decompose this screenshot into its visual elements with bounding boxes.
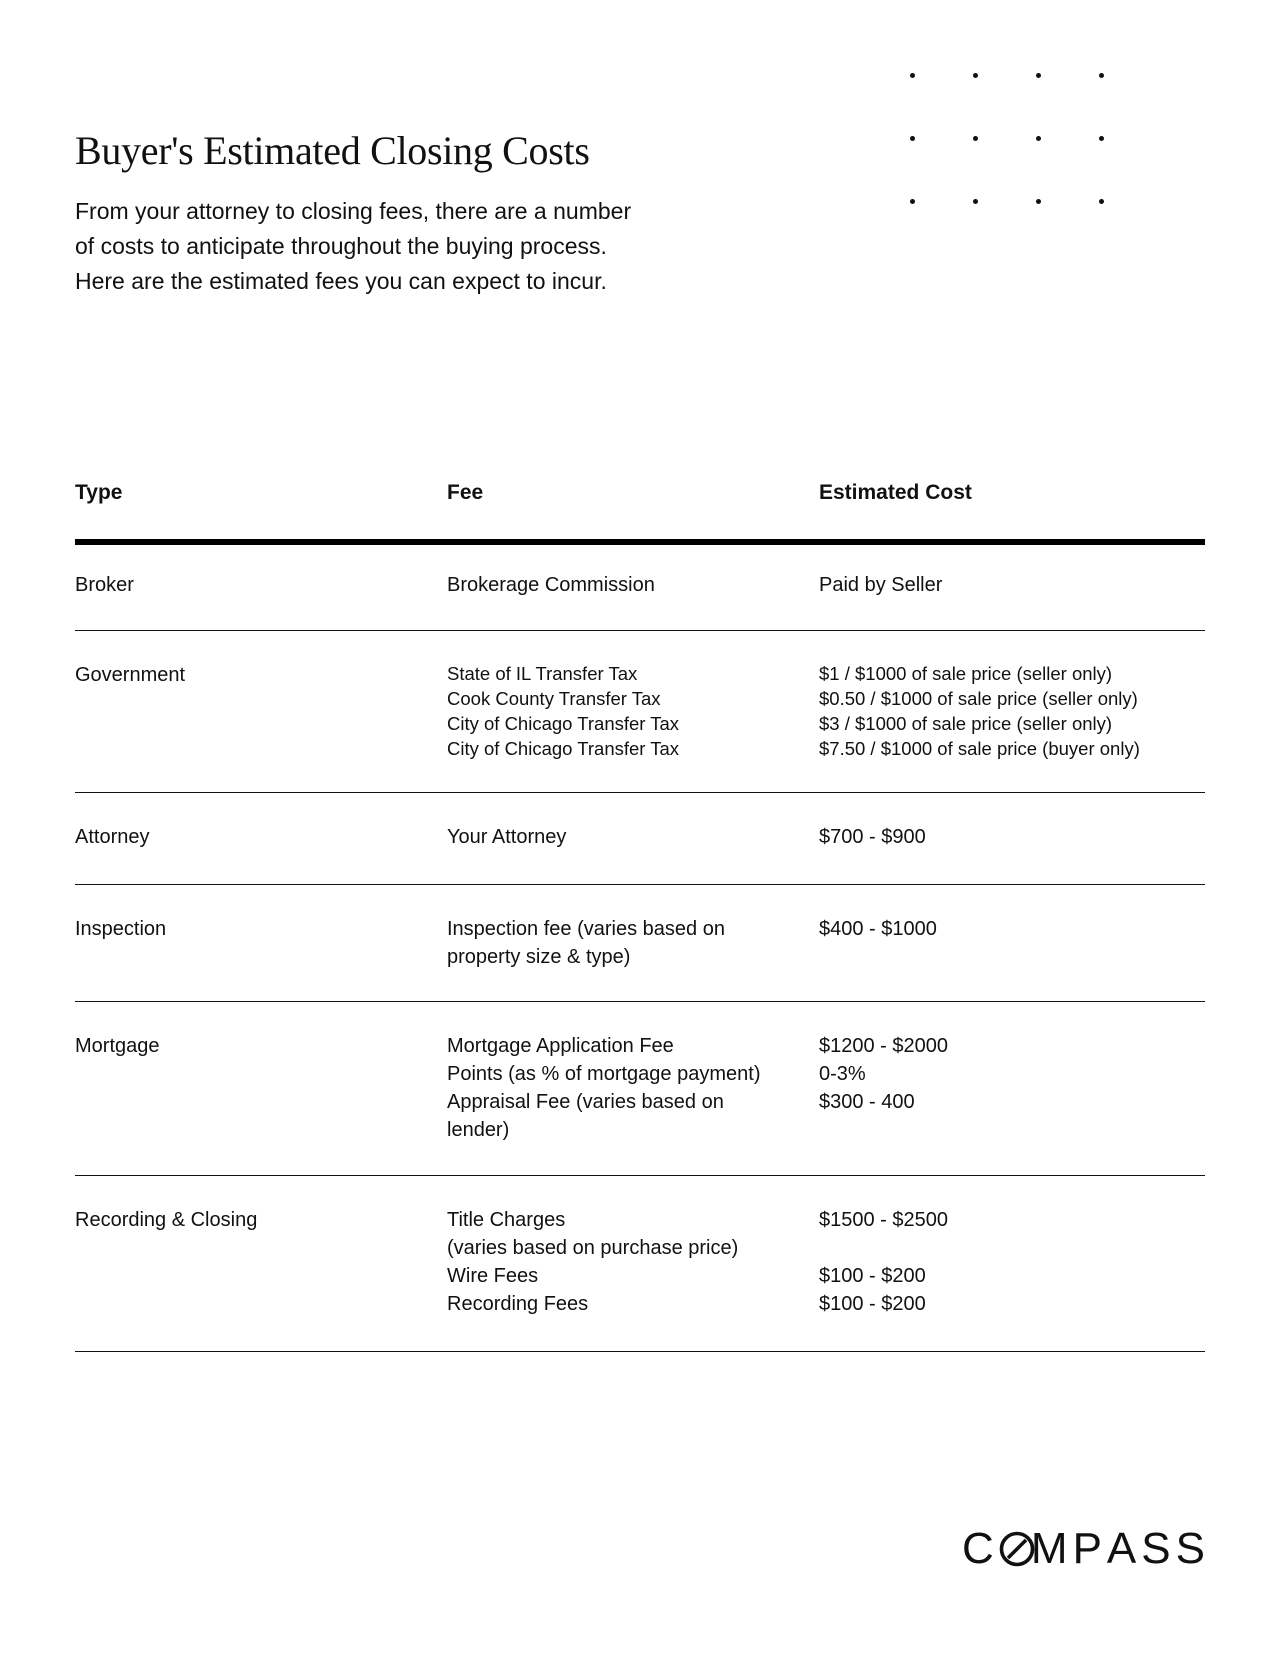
logo-letter-a: A — [1106, 1524, 1142, 1573]
fee-line: lender) — [447, 1119, 510, 1141]
logo-letter-s: S — [1141, 1524, 1176, 1573]
cost-line: $1500 - $2500 — [819, 1209, 949, 1231]
fee-line: (varies based on purchase price) — [447, 1237, 739, 1259]
compass-logo — [962, 1524, 1205, 1574]
decorative-dot — [1036, 199, 1041, 204]
intro-paragraph: From your attorney to closing fees, there are a number of costs to anticipate throughout the buying process. Here are the estimated fees you can expect to incur. — [75, 198, 632, 294]
table-row — [75, 631, 1205, 793]
row-fee — [447, 1032, 819, 1175]
cost-line: $400 - $1000 — [819, 918, 937, 940]
header — [75, 128, 635, 299]
logo-letter-p: P — [1072, 1524, 1107, 1573]
header-estimated-cost: Estimated Cost — [819, 481, 972, 504]
cost-line — [819, 1234, 1205, 1262]
fee-line: Appraisal Fee (varies based on — [447, 1091, 724, 1113]
cost-line: $3 / $1000 of sale price (seller only) — [819, 713, 1113, 734]
fee-line: property size & type) — [447, 946, 631, 968]
decorative-dot — [1099, 136, 1104, 141]
cost-line: 0-3% — [819, 1063, 866, 1085]
cost-line: $300 - 400 — [819, 1091, 915, 1113]
row-fee — [447, 1206, 819, 1351]
row-type: Mortgage — [75, 1035, 160, 1057]
decorative-dot — [973, 136, 978, 141]
fee-line: Mortgage Application Fee — [447, 1035, 674, 1057]
cost-line: $0.50 / $1000 of sale price (seller only) — [819, 688, 1138, 709]
decorative-dot — [1036, 73, 1041, 78]
page-title: Buyer's Estimated Closing Costs — [75, 128, 590, 173]
table-row — [75, 1176, 1205, 1352]
row-cost — [819, 571, 1205, 630]
cost-line: $1200 - $2000 — [819, 1035, 949, 1057]
row-fee — [447, 661, 819, 792]
fee-line: Wire Fees — [447, 1265, 539, 1287]
fee-line: Points (as % of mortgage payment) — [447, 1063, 761, 1085]
row-fee — [447, 571, 819, 630]
fee-line: Recording Fees — [447, 1293, 589, 1315]
fee-line: Inspection fee (varies based on — [447, 918, 725, 940]
cost-line: $100 - $200 — [819, 1265, 926, 1287]
fee-line: Brokerage Commission — [447, 574, 655, 596]
table-row — [75, 542, 1205, 631]
decorative-dot — [910, 136, 915, 141]
decorative-dot — [1099, 73, 1104, 78]
decorative-dot — [973, 199, 978, 204]
fee-line: City of Chicago Transfer Tax — [447, 738, 680, 759]
fee-line: State of IL Transfer Tax — [447, 663, 638, 684]
cost-line: Paid by Seller — [819, 574, 943, 596]
header-divider — [75, 539, 1205, 545]
logo-letter-s: S — [1175, 1524, 1205, 1573]
table-row — [75, 1002, 1205, 1176]
decorative-dot — [910, 73, 915, 78]
fee-line: Your Attorney — [447, 826, 567, 848]
fee-line: Title Charges — [447, 1209, 566, 1231]
row-type: Recording & Closing — [75, 1209, 258, 1231]
closing-costs-table — [75, 480, 1205, 1352]
cost-line: $7.50 / $1000 of sale price (buyer only) — [819, 738, 1140, 759]
decorative-dot — [1099, 199, 1104, 204]
decorative-dot — [973, 73, 978, 78]
table-row — [75, 885, 1205, 1002]
fee-line: City of Chicago Transfer Tax — [447, 713, 680, 734]
row-cost — [819, 661, 1205, 792]
decorative-dot-grid — [910, 73, 1150, 213]
row-type: Broker — [75, 574, 134, 596]
table-header — [75, 480, 1205, 542]
row-type: Attorney — [75, 826, 150, 848]
logo-o-mark-icon — [999, 1531, 1031, 1567]
cost-line: $100 - $200 — [819, 1293, 926, 1315]
row-cost — [819, 823, 1205, 884]
row-fee — [447, 915, 819, 1001]
cost-line: $700 - $900 — [819, 826, 926, 848]
row-type: Government — [75, 664, 186, 686]
decorative-dot — [910, 199, 915, 204]
header-type: Type — [75, 481, 123, 504]
logo-letter-c: C — [962, 1524, 999, 1573]
fee-line: Cook County Transfer Tax — [447, 688, 661, 709]
row-cost — [819, 915, 1205, 1001]
cost-line: $1 / $1000 of sale price (seller only) — [819, 663, 1113, 684]
row-fee — [447, 823, 819, 884]
row-type: Inspection — [75, 918, 167, 940]
decorative-dot — [1036, 136, 1041, 141]
row-cost — [819, 1032, 1205, 1175]
header-fee: Fee — [447, 481, 484, 504]
logo-letter-m: M — [1030, 1524, 1073, 1573]
row-cost — [819, 1206, 1205, 1351]
table-row — [75, 793, 1205, 885]
